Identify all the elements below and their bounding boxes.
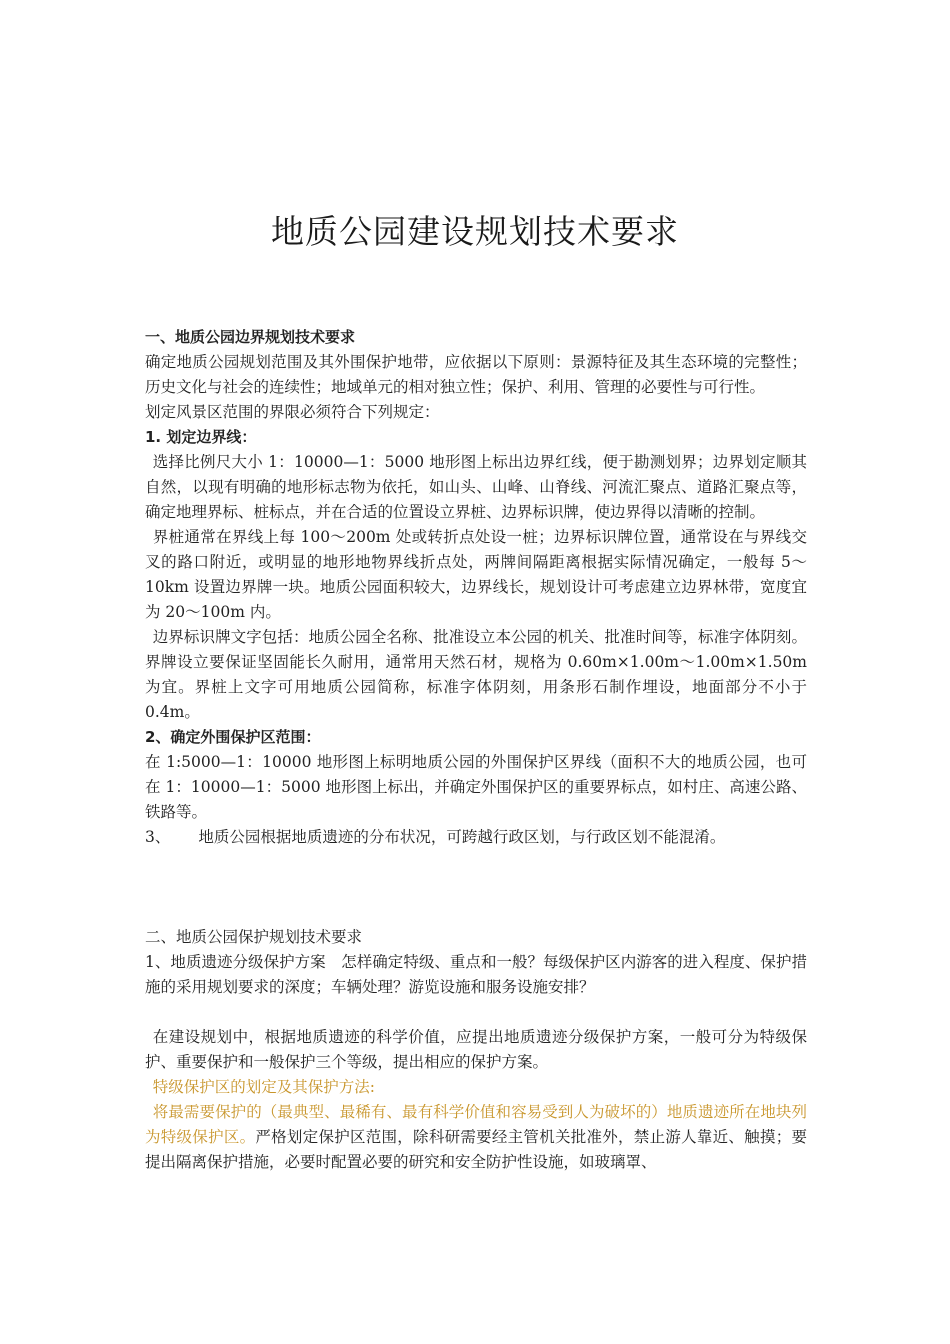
section1-intro: 确定地质公园规划范围及其外围保护地带，应依据以下原则：景源特征及其生态环境的完整性；历史文化与社会的连续性；地域单元的相对独立性；保护、利用、管理的必要性与可行性。 [145,353,807,396]
item2-heading: 2、确定外围保护区范围： [145,728,321,746]
item1-paragraph-1: 选择比例尺大小 1：10000—1：5000 地形图上标出边界红线，便于勘测划界；边界划定顺其自然，以现有明确的地形标志物为依托，如山头、山峰、山脊线、河流汇聚点、道路汇聚点等，确定地理界标、桩标点，并在合适的位置设立界桩、边界标识牌，使边界得以清晰的控制。 [145,453,807,521]
item1-paragraph-3: 边界标识牌文字包括：地质公园全名称、批准设立本公园的机关、批准时间等，标准字体阴刻。界牌设立要保证坚固能长久耐用，通常用天然石材，规格为 0.60m×1.00m～1.00m×1.50m 为宜。界桩上文字可用地质公园简称，标准字体阴刻，用条形石制作埋设，地面部分不小于 0.4m。 [145,628,807,721]
section2-item1: 1、地质遗迹分级保护方案 怎样确定特级、重点和一般？每级保护区内游客的进入程度、保护措施的采用规划要求的深度；车辆处理？游览设施和服务设施安排？ [145,953,807,996]
section1-heading: 一、地质公园边界规划技术要求 [145,328,356,346]
item1-heading: 1. 划定边界线： [145,428,257,446]
paragraph-2-rest: 严格划定保护区范围，除科研需要经主管机关批准外，禁止游人靠近、触摸；要提出隔离保护措施，必要时配置必要的研究和安全防护性设施，如玻璃罩、 [145,1128,807,1171]
section2-heading: 二、地质公园保护规划技术要求 [145,928,363,946]
section2-paragraph-1: 在建设规划中，根据地质遗迹的科学价值，应提出地质遗迹分级保护方案，一般可分为特级保护、重要保护和一般保护三个等级，提出相应的保护方案。 [145,1028,807,1071]
item1-paragraph-2: 界桩通常在界线上每 100～200m 处或转折点处设一桩；边界标识牌位置，通常设在与界线交叉的路口附近，或明显的地形地物界线折点处，两牌间隔距离根据实际情况确定，一般每 5～10km 设置边界牌一块。地质公园面积较大，边界线长，规划设计可考虑建立边界林带，宽度宜为 20～100m 内。 [145,528,807,621]
special-protection-heading: 特级保护区的划定及其保护方法: [152,1078,375,1096]
section2-paragraph-2 [145,1100,807,1175]
item3-text: 地质公园根据地质遗迹的分布状况，可跨越行政区划，与行政区划不能混淆。 [198,828,726,846]
item3-number: 3、 [145,828,171,846]
item3-paragraph [145,825,807,850]
section1-rule-intro: 划定风景区范围的界限必须符合下列规定： [145,403,440,421]
highlighted-text: 将最需要保护的（最典型、最稀有、最有科学价值和容易受到人为破坏的）地质遗迹所在地块列为特级保护区。 [145,1103,807,1146]
document-body [145,325,807,1175]
item2-paragraph: 在 1:5000—1：10000 地形图上标明地质公园的外围保护区界线（面积不大的地质公园，也可在 1：10000—1：5000 地形图上标出，并确定外围保护区的重要界标点，如村庄、高速公路、铁路等。 [145,753,807,821]
document-title: 地质公园建设规划技术要求 [271,212,679,251]
